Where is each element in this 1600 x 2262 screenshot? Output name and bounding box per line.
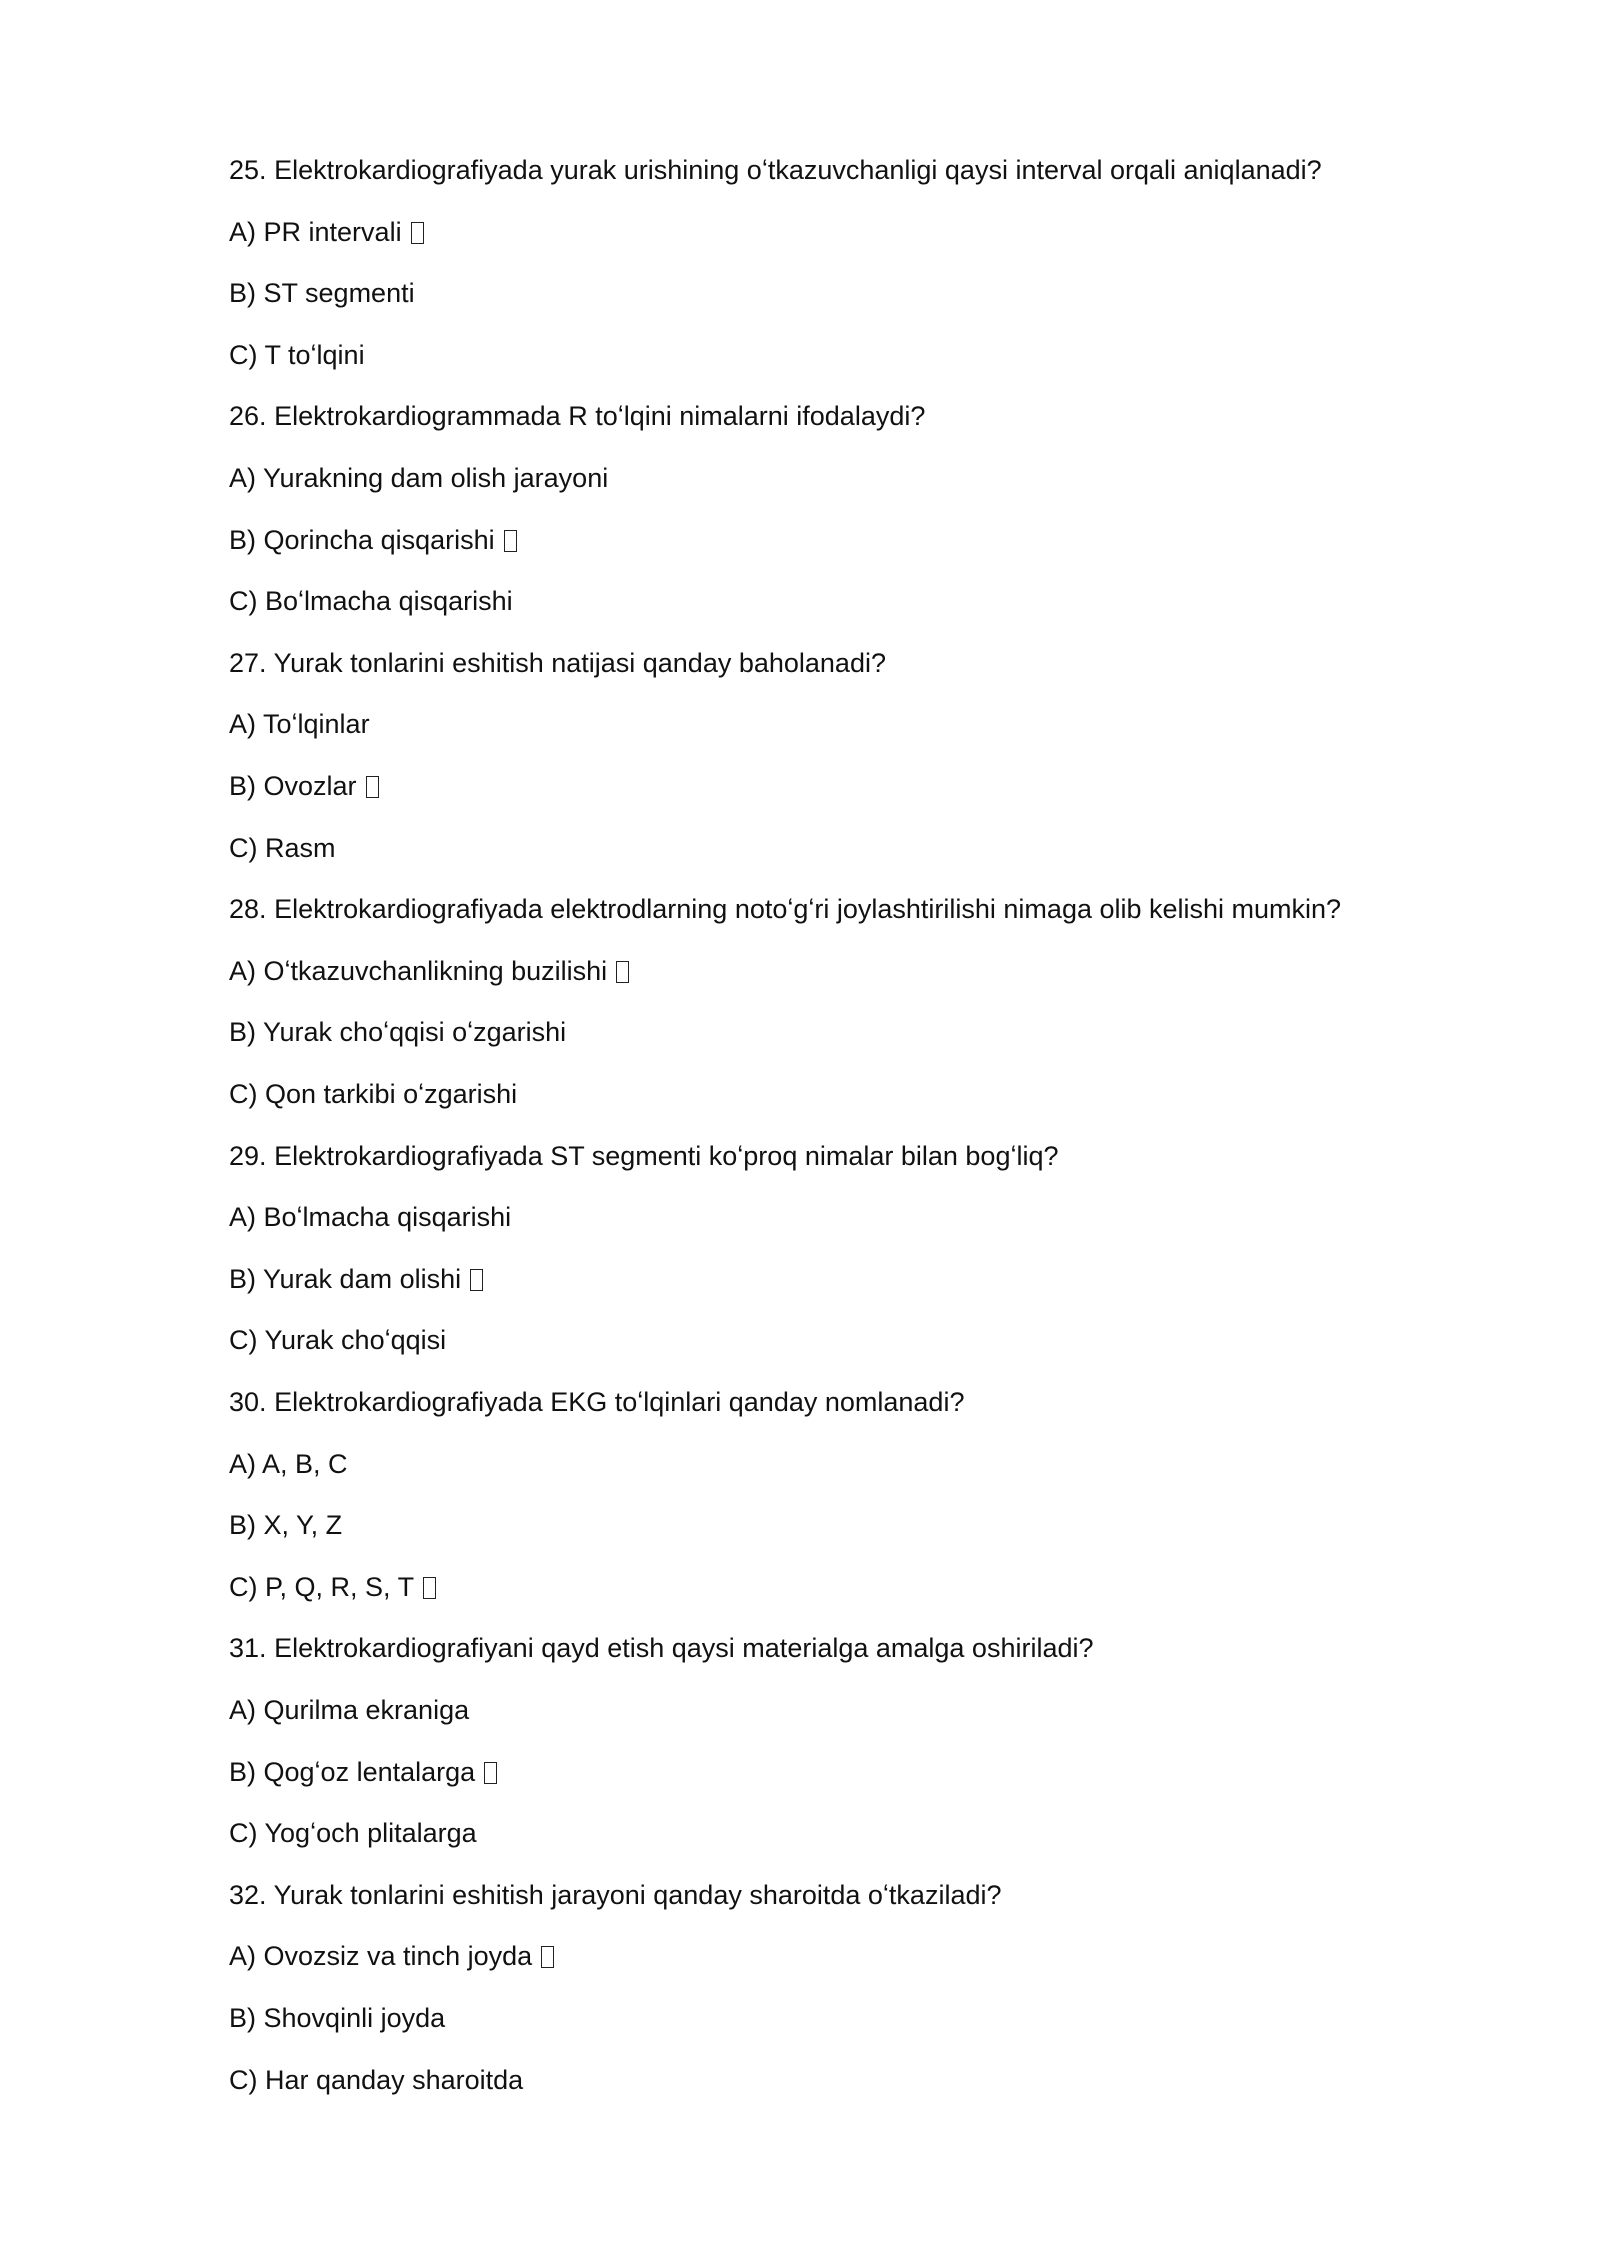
answer-option bbox=[229, 584, 513, 618]
option-label: B) bbox=[229, 1264, 256, 1294]
answer-option bbox=[229, 1077, 517, 1111]
option-label: A) bbox=[229, 1695, 256, 1725]
option-text: Yurakning dam olish jarayoni bbox=[263, 463, 609, 493]
option-text: Qon tarkibi oʻzgarishi bbox=[265, 1079, 518, 1109]
option-text: Yurak dam olishi bbox=[263, 1264, 462, 1294]
option-text: Qogʻoz lentalarga bbox=[263, 1757, 476, 1787]
answer-option bbox=[229, 338, 365, 372]
question-number: 28. bbox=[229, 894, 267, 924]
answer-option bbox=[229, 276, 415, 310]
option-label: B) bbox=[229, 1017, 256, 1047]
answer-option bbox=[229, 769, 379, 803]
question-text bbox=[229, 399, 925, 433]
option-label: C) bbox=[229, 833, 258, 863]
question-number: 25. bbox=[229, 155, 267, 185]
option-label: B) bbox=[229, 2003, 256, 2033]
answer-option bbox=[229, 1570, 436, 1604]
question-text bbox=[229, 646, 886, 680]
answer-option bbox=[229, 1939, 554, 1973]
option-text: Qurilma ekraniga bbox=[263, 1695, 470, 1725]
option-label: B) bbox=[229, 278, 256, 308]
option-label: C) bbox=[229, 586, 258, 616]
question-number: 26. bbox=[229, 401, 267, 431]
question-body: Yurak tonlarini eshitish jarayoni qanday sharoitda oʻtkaziladi? bbox=[273, 1880, 1002, 1910]
option-text: Rasm bbox=[265, 833, 336, 863]
option-label: A) bbox=[229, 1202, 256, 1232]
option-label: B) bbox=[229, 525, 256, 555]
question-text bbox=[229, 1385, 964, 1419]
correct-answer-marker-icon bbox=[616, 961, 629, 983]
correct-answer-marker-icon bbox=[470, 1269, 483, 1291]
option-text: Ovozsiz va tinch joyda bbox=[263, 1941, 533, 1971]
option-text: Yurak choʻqqisi bbox=[264, 1325, 447, 1355]
option-label: C) bbox=[229, 1325, 258, 1355]
option-text: Yogʻoch plitalarga bbox=[264, 1818, 477, 1848]
option-label: C) bbox=[229, 1818, 258, 1848]
answer-option bbox=[229, 1816, 477, 1850]
option-label: A) bbox=[229, 709, 256, 739]
option-label: C) bbox=[229, 2065, 258, 2095]
option-label: A) bbox=[229, 1449, 256, 1479]
option-text: Boʻlmacha qisqarishi bbox=[265, 586, 513, 616]
correct-answer-marker-icon bbox=[423, 1577, 436, 1599]
question-number: 32. bbox=[229, 1880, 267, 1910]
option-label: A) bbox=[229, 956, 256, 986]
option-text: Har qanday sharoitda bbox=[265, 2065, 524, 2095]
option-text: Boʻlmacha qisqarishi bbox=[263, 1202, 512, 1232]
answer-option bbox=[229, 954, 629, 988]
option-label: C) bbox=[229, 1079, 258, 1109]
correct-answer-marker-icon bbox=[411, 222, 424, 244]
question-number: 29. bbox=[229, 1141, 267, 1171]
option-text: T toʻlqini bbox=[264, 340, 365, 370]
question-text bbox=[229, 1878, 1002, 1912]
option-label: C) bbox=[229, 1572, 258, 1602]
question-number: 30. bbox=[229, 1387, 267, 1417]
answer-option bbox=[229, 1323, 446, 1357]
option-text: Yurak choʻqqisi oʻzgarishi bbox=[263, 1017, 567, 1047]
answer-option bbox=[229, 2001, 445, 2035]
answer-option bbox=[229, 1015, 566, 1049]
option-text: Shovqinli joyda bbox=[263, 2003, 446, 2033]
answer-option bbox=[229, 1693, 469, 1727]
option-label: B) bbox=[229, 1510, 256, 1540]
answer-option bbox=[229, 1200, 511, 1234]
option-text: PR intervali bbox=[263, 217, 402, 247]
answer-option bbox=[229, 1262, 483, 1296]
answer-option bbox=[229, 215, 424, 249]
question-body: Elektrokardiografiyada yurak urishining oʻtkazuvchanligi qaysi interval orqali aniqlanadi? bbox=[274, 155, 1322, 185]
option-text: Ovozlar bbox=[263, 771, 357, 801]
correct-answer-marker-icon bbox=[541, 1946, 554, 1968]
option-label: A) bbox=[229, 463, 256, 493]
answer-option bbox=[229, 831, 336, 865]
option-text: Toʻlqinlar bbox=[263, 709, 370, 739]
question-body: Elektrokardiografiyani qayd etish qaysi materialga amalga oshiriladi? bbox=[274, 1633, 1094, 1663]
option-label: A) bbox=[229, 1941, 256, 1971]
option-label: C) bbox=[229, 340, 258, 370]
question-text bbox=[229, 892, 1341, 926]
answer-option bbox=[229, 2063, 523, 2097]
answer-option bbox=[229, 461, 608, 495]
answer-option bbox=[229, 1755, 497, 1789]
option-text: Qorincha qisqarishi bbox=[263, 525, 495, 555]
option-text: Oʻtkazuvchanlikning buzilishi bbox=[263, 956, 608, 986]
question-text bbox=[229, 1631, 1094, 1665]
option-label: A) bbox=[229, 217, 256, 247]
question-body: Yurak tonlarini eshitish natijasi qanday baholanadi? bbox=[273, 648, 886, 678]
answer-option bbox=[229, 1508, 342, 1542]
option-text: P, Q, R, S, T bbox=[265, 1572, 415, 1602]
question-text bbox=[229, 153, 1322, 187]
correct-answer-marker-icon bbox=[366, 776, 379, 798]
option-text: X, Y, Z bbox=[263, 1510, 343, 1540]
option-text: A, B, C bbox=[262, 1449, 348, 1479]
question-text bbox=[229, 1139, 1059, 1173]
correct-answer-marker-icon bbox=[484, 1762, 497, 1784]
question-body: Elektrokardiografiyada elektrodlarning notoʻgʻri joylashtirilishi nimaga olib kelishi mumkin? bbox=[274, 894, 1342, 924]
option-text: ST segmenti bbox=[263, 278, 415, 308]
option-label: B) bbox=[229, 771, 256, 801]
answer-option bbox=[229, 707, 370, 741]
question-body: Elektrokardiogrammada R toʻlqini nimalarni ifodalaydi? bbox=[274, 401, 926, 431]
option-label: B) bbox=[229, 1757, 256, 1787]
answer-option bbox=[229, 523, 517, 557]
correct-answer-marker-icon bbox=[504, 530, 517, 552]
question-number: 31. bbox=[229, 1633, 267, 1663]
answer-option bbox=[229, 1447, 348, 1481]
question-number: 27. bbox=[229, 648, 267, 678]
question-body: Elektrokardiografiyada EKG toʻlqinlari qanday nomlanadi? bbox=[274, 1387, 965, 1417]
question-body: Elektrokardiografiyada ST segmenti koʻproq nimalar bilan bogʻliq? bbox=[274, 1141, 1059, 1171]
